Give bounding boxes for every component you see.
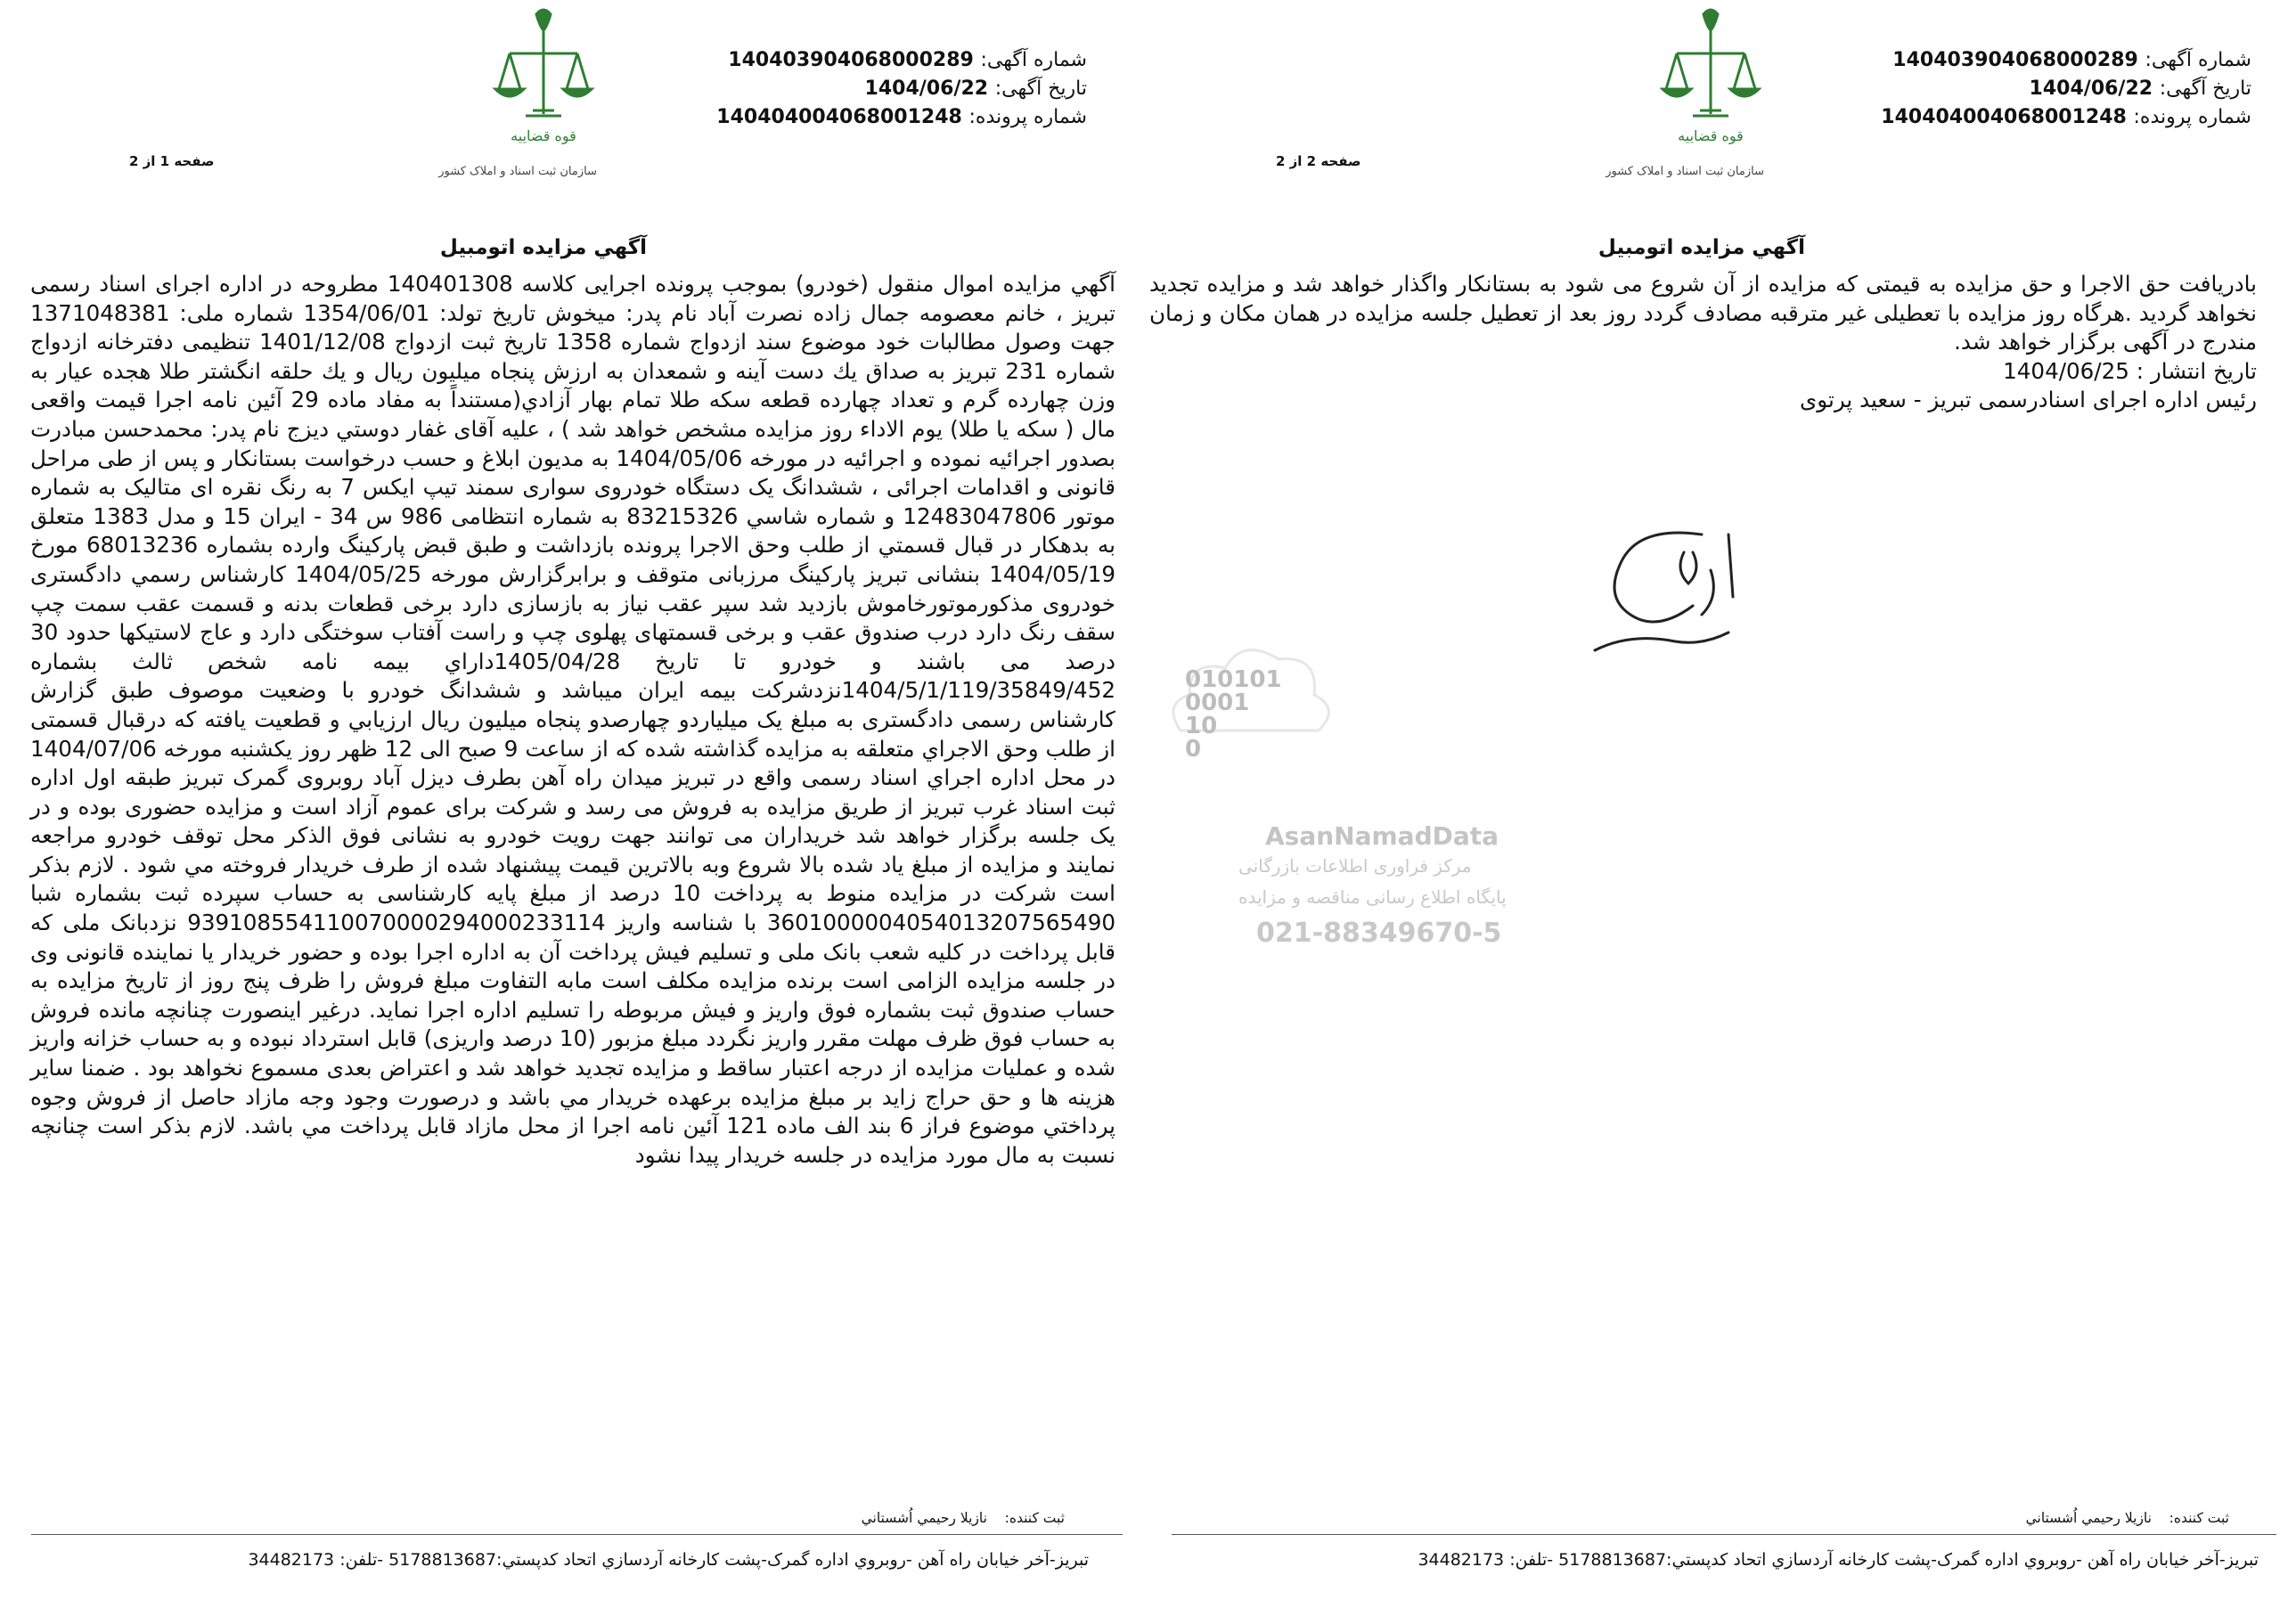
page-title: آگهي مزايده اتومبيل: [1597, 236, 1806, 259]
scales-of-justice-icon: [1657, 7, 1764, 163]
registrar-name: نازیلا رحیمي اُشستاني: [2025, 1510, 2152, 1526]
case-number-label: شماره پرونده:: [968, 106, 1087, 128]
notice-paragraph: بادریافت حق الاجرا و حق مزایده به قیمتی که مزایده از آن شروع می شود به بستانکار واگذار خواهد شد و مزایده تجدید نخواهد گردید .هرگاه روز مزایده با تعطیلی غیر مترقبه مصادف گردد روز بعد از تعطیل جلسه مزایده در همان مکان و زمان مندرج در آگهی برگزار خواهد شد.: [1149, 271, 2257, 355]
ad-number-label: شماره آگهی:: [2145, 49, 2251, 71]
signature-image: [1577, 499, 1755, 668]
ad-number: 140403904068000289: [1892, 49, 2138, 71]
ad-date: 1404/06/22: [864, 78, 989, 100]
footer-divider: [31, 1534, 1123, 1535]
ad-date-label: تاریخ آگهی:: [2159, 78, 2251, 100]
watermark-digits: 010101 0001 10 0: [1185, 666, 1282, 763]
page-number: صفحه 1 از 2: [129, 153, 215, 169]
page-title: آگهي مزايده اتومبيل: [439, 236, 648, 259]
notice-body: [1149, 270, 2257, 415]
page-number: صفحه 2 از 2: [1276, 153, 1361, 169]
case-number: 140404004068001248: [1881, 106, 2127, 128]
notice-paragraph: آگهي مزايده اموال منقول (خودرو) بموجب پرونده اجرایی کلاسه 140401308 مطروحه در اداره اجرای اسناد رسمی تبریز ، خانم معصومه جمال زاده نصرت آباد نام پدر: میخوش تاریخ تولد: 1354/06/01 شماره ملی: 1371048381 جهت وصول مطالبات خود موضوع سند ازدواج شماره 1358 تاریخ ثبت ازدواج 1401/12/08 تنظیمی دفترخانه ازدواج شماره 231 تبریز به صداق یك دست آینه و شمعدان به ارزش پنجاه میلیون ریال و یك حلقه انگشتر طلا هجده عیار به وزن چهارده گرم و تعداد چهارده قطعه سکه طلا تمام بهار آزادي(مستنداً به مفاد ماده 29 آئین نامه اجرا قیمت واقعی مال ( سکه یا طلا) یوم الاداء روز مزایده مشخص خواهد شد ) ، علیه آقای غفار دوستي دیزج نام پدر: محمدحسن مبادرت بصدور اجرائیه نموده و اجرائیه در مورخه 1404/05/06 به مدیون ابلاغ و حسب درخواست بستانکار و پس از طی مراحل قانونی و اقدامات اجرائی ، ششدانگ یک دستگاه خودروی سواری سمند تیپ ایکس 7 به رنگ نقره ای متالیک به شماره موتور 12483047806 و شماره شاسي 83215326 به شماره انتظامی 986 س 34 - ایران 15 و مدل 1383 متعلق به بدهکار در قبال قسمتي از طلب وحق الاجرا پرونده بازداشت و طبق قبض پارکینگ وارده بشماره 68013236 مورخ 1404/05/19 بنشانی تبریز پارکینگ مرزبانی متوقف و برابرگزارش مورخه 1404/05/25 کارشناس رسمي دادگستری خودروی مذکورموتورخاموش بازدید شد سپر عقب نیاز به بازسازی دارد برخی قطعات بدنه و قسمت عقب سمت چپ سقف رنگ دارد درب صندوق عقب و برخی قسمتهای پهلوی چپ و راست آفتاب سوختگی دارد و عاج لاستیکها حدود 30 درصد می باشند و خودرو تا تاریخ 1405/04/28داراي بیمه نامه شخص ثالث بشماره 1404/5/1/119/35849/452نزدشرکت بیمه ایران میباشد و ششدانگ خودرو با وضعیت موصوف طبق گزارش کارشناس رسمی دادگستری به مبلغ یک میلیاردو چهارصدو پنجاه میلیون ریال ارزیابي و قطعیت یافته که درقبال قسمتی از طلب وحق الاجراي متعلقه به مزایده گذاشته شده که از ساعت 9 صبح الی 12 ظهر روز یکشنبه مورخه 1404/07/06 در محل اداره اجراي اسناد رسمی واقع در تبریز میدان راه آهن بطرف دیزل آباد روبروی گمرک تبریز طبقه اول اداره ثبت اسناد غرب تبریز از طریق مزایده به فروش می رسد و شرکت برای عموم آزاد است و مزایده حضوری بوده و در یک جلسه برگزار خواهد شد خریداران می توانند جهت رویت خودرو به نشانی فوق الذکر محل توقف خودرو مراجعه نمایند و مزایده از مبلغ یاد شده بالا شروع وبه بالاترین قیمت پیشنهاد شده از طرف خریدار فروخته مي شود . لازم بذکر است شرکت در مزایده منوط به پرداخت 10 درصد از مبلغ پایه کارشناسی به حساب سپرده ثبت بشماره شبا 360100000405401320756549‌0 با شناسه واریز 939108554110070000294000233114 نزدبانک ملی که قابل پرداخت در کلیه شعب بانک ملی و تسلیم فیش پرداخت آن به اداره اجرا بوده و حضور خریدار یا نماینده قانونی وی در جلسه مزایده الزامی است برنده مزایده مکلف است مابه التفاوت مبلغ فروش را ظرف پنج روز از تاریخ مزایده به حساب صندوق ثبت بشماره فوق واریز و فیش مربوطه را تسلیم اداره اجرا نماید. درغیر اینصورت چنانچه مانده فروش به حساب فوق ظرف مهلت مقرر واریز نگردد مبلغ مزبور (10 درصد واریزی) قابل استرداد نبوده و به حساب خزانه واریز شده و عملیات مزایده از درجه اعتبار ساقط و مزایده تجدید خواهد شد و اعتراض بعدی مسموع نخواهد بود . ضمنا سایر هزینه ها و حق حراج زاید بر مبلغ مزایده برعهده خریدار مي باشد و درصورت وجود وجه مازاد حاصل از فروش وجوه پرداختي موضوع فراز 6 بند الف ماده 121 آئین نامه اجرا از محل مازاد قابل پرداخت مي باشد. لازم بذکر است چنانچه نسبت به مال مورد مزایده در جلسه خریدار پیدا نشود: [30, 271, 1115, 1168]
registrar: [862, 1510, 1065, 1526]
emblem-caption: سازمان ثبت اسناد و املاک کشور: [438, 165, 597, 178]
watermark-line: پایگاه اطلاع رسانی مناقصه و مزایده: [1238, 886, 1507, 908]
footer-address: تبریز-آخر خیابان راه آهن -روبروي اداره گمرک-پشت كارخانه آردسازي اتحاد کدپستي:5178813687 -تلفن: 34482173: [1418, 1550, 2259, 1570]
ad-date-label: تاریخ آگهی:: [994, 78, 1087, 100]
judiciary-emblem: [438, 7, 597, 199]
footer-divider: [1172, 1534, 2276, 1535]
notice-meta: [716, 46, 1087, 132]
ad-date: 1404/06/22: [2029, 78, 2153, 100]
notice-meta: [1881, 46, 2251, 132]
case-number-label: شماره پرونده:: [2133, 106, 2251, 128]
scales-of-justice-icon: [490, 7, 597, 163]
publish-label: تاریخ انتشار :: [2136, 357, 2257, 384]
footer-address: تبریز-آخر خیابان راه آهن -روبروي اداره گمرک-پشت كارخانه آردسازي اتحاد کدپستي:5178813687 -تلفن: 34482173: [248, 1550, 1089, 1570]
notice-page-2: [1149, 0, 2296, 1616]
publish-date: 1404/06/25: [2003, 357, 2129, 384]
svg-text:قوه قضاییه: قوه قضاییه: [511, 127, 576, 144]
watermark-brand: AsanNamadData: [1265, 821, 1499, 851]
signatory: رئیس اداره اجرای اسنادرسمی تبریز - سعید پرتوی: [1800, 387, 2257, 413]
case-number: 140404004068001248: [716, 106, 962, 128]
publish-line: [1149, 357, 2257, 387]
ad-number-label: شماره آگهی:: [980, 49, 1087, 71]
notice-body: [30, 270, 1115, 1170]
emblem-caption: سازمان ثبت اسناد و املاک کشور: [1606, 165, 1764, 178]
judiciary-emblem: [1606, 7, 1764, 199]
registrar-label: ثبت كننده:: [2169, 1510, 2229, 1526]
ad-number: 140403904068000289: [728, 49, 974, 71]
watermark-line: مرکز فراوری اطلاعات بازرگانی: [1238, 855, 1472, 877]
registrar-name: نازیلا رحیمي اُشستاني: [861, 1510, 987, 1526]
watermark-phone: 021-88349670-5: [1256, 918, 1502, 949]
registrar: [2026, 1510, 2229, 1526]
svg-text:قوه قضاییه: قوه قضاییه: [1678, 127, 1744, 144]
registrar-label: ثبت كننده:: [1004, 1510, 1065, 1526]
